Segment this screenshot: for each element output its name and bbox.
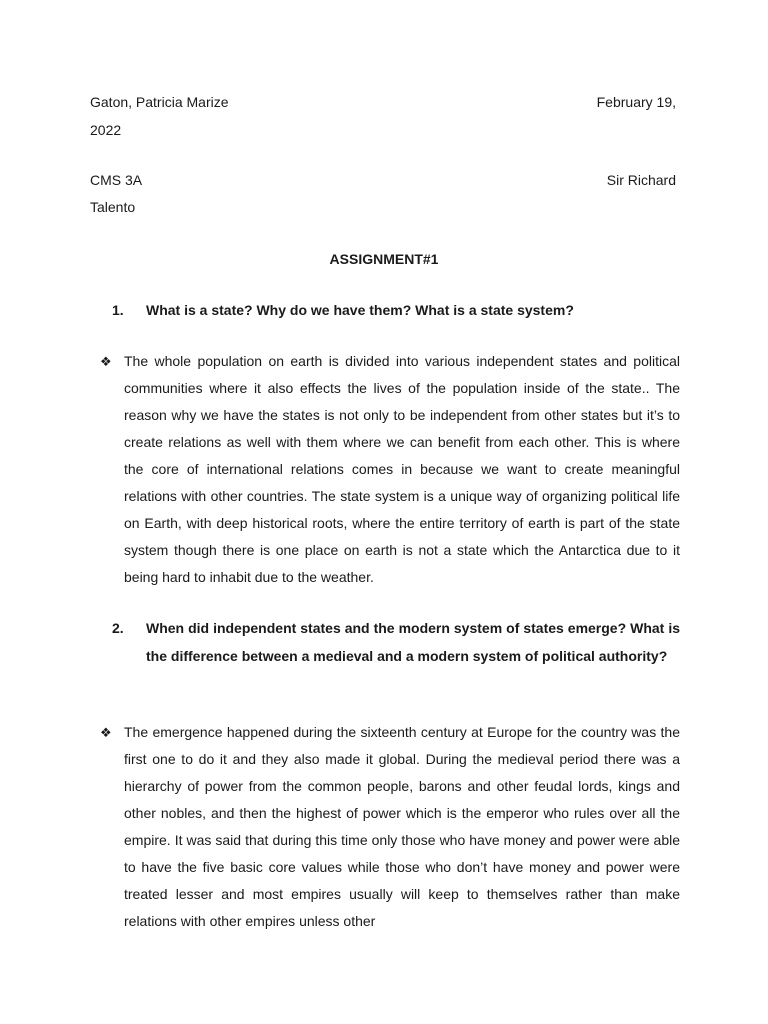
date-year: 2022	[90, 122, 122, 138]
question-2	[112, 614, 680, 670]
header-row-name-date	[90, 92, 676, 112]
answer-text: The emergence happened during the sixteenth century at Europe for the country was the first one to do it and they also made it global. During the medieval period there was a hierarchy of power from the common people, barons and other feudal lords, kings and other nobles, and then the highest of power which is the emperor who rules over all the empire. It was said that during this time only those who have money and power were able to have the five basic core values while those who don’t have money and power were treated lesser and most empires usually will keep to themselves rather than make relations with other empires unless other	[124, 724, 680, 929]
class-section: CMS 3A	[90, 172, 143, 188]
question-text: What is a state? Why do we have them? What is a state system?	[146, 302, 574, 318]
diamond-bullet-icon: ❖	[100, 725, 112, 740]
answer-1	[100, 348, 680, 591]
diamond-bullet-icon: ❖	[100, 354, 112, 369]
question-1	[112, 296, 680, 324]
answer-text: The whole population on earth is divided into various independent states and political communities where it also effects the lives of the population inside of the state.. The reason why we have the states is not only to be independent from other states but it’s to create relations as well with them where we can benefit from each other. This is where the core of international relations comes in because we want to create meaningful relations with other countries. The state system is a unique way of organizing political life on Earth, with deep historical roots, where the entire territory of earth is part of the state system though there is one place on earth is not a state which the Antarctica due to it being hard to inhabit due to the weather.	[124, 353, 680, 585]
date: February 19,	[596, 94, 676, 110]
question-number: 1.	[112, 302, 124, 318]
assignment-title: ASSIGNMENT#1	[329, 251, 439, 267]
student-name: Gaton, Patricia Marize	[90, 94, 229, 110]
question-text: When did independent states and the modern system of states emerge? What is the difference between a medieval and a modern system of political authority?	[146, 620, 680, 664]
teacher-surname: Talento	[90, 199, 136, 215]
answer-2	[100, 719, 680, 935]
header-row-class-teacher	[90, 170, 676, 190]
teacher-name: Sir Richard	[606, 172, 676, 188]
question-number: 2.	[112, 620, 124, 636]
